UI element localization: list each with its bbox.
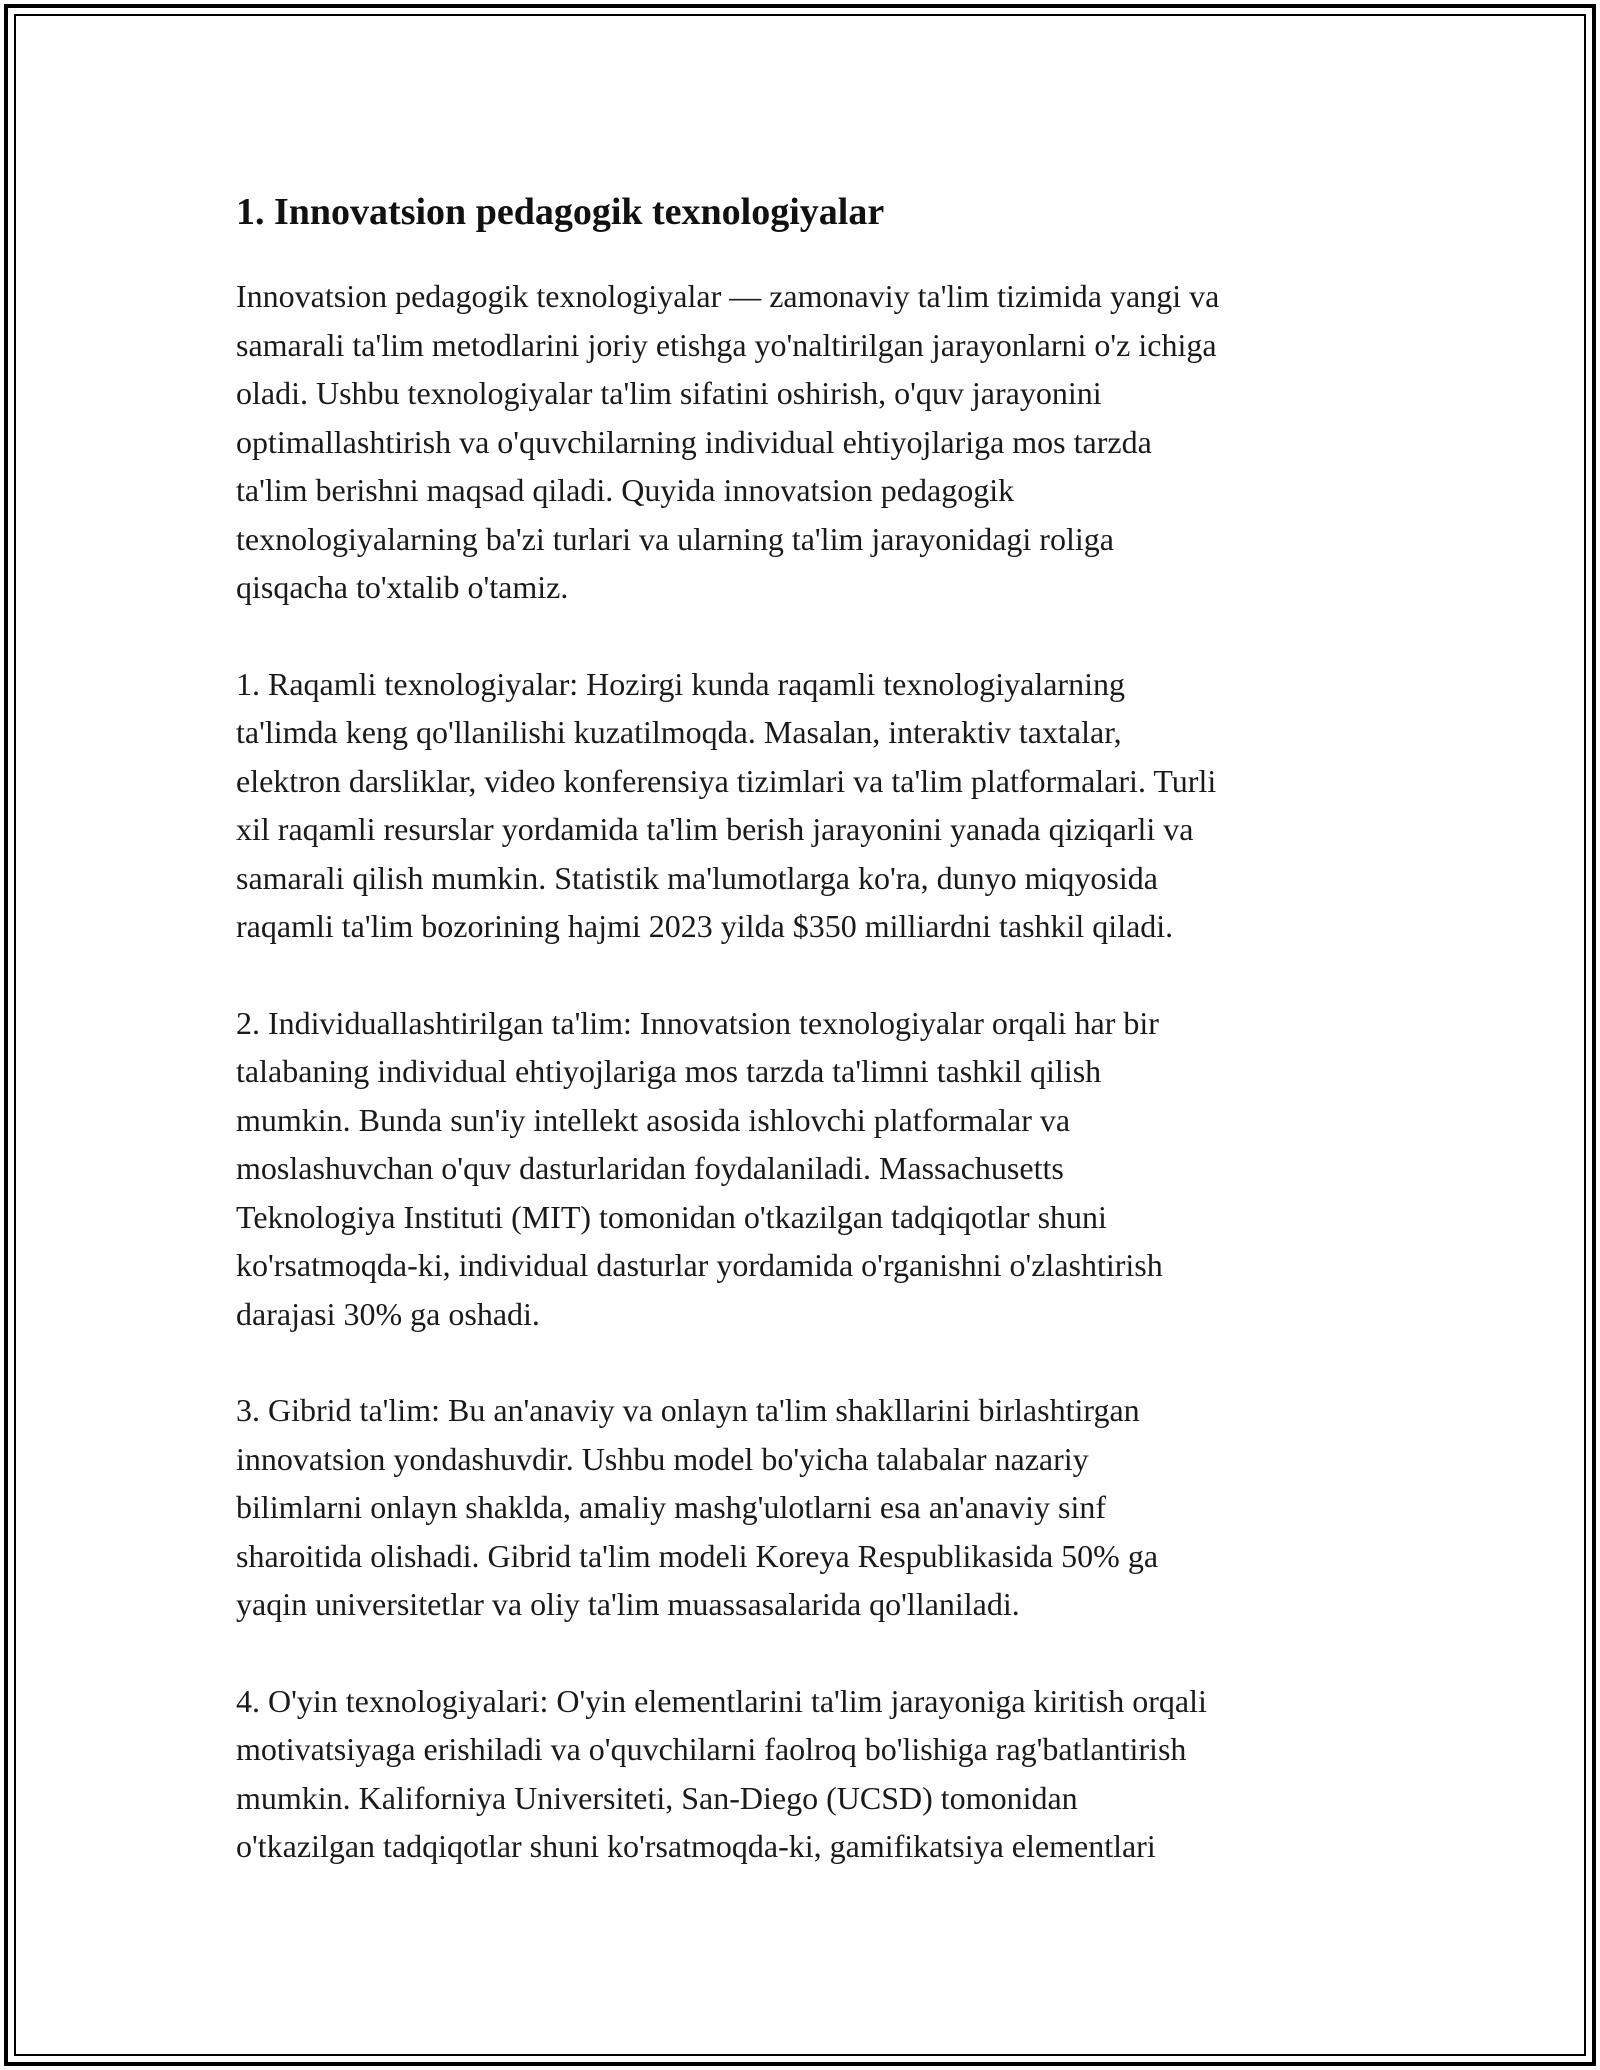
paragraph-hybrid-learning (236, 1386, 1366, 1629)
text-line: qisqacha to'xtalib o'tamiz. (236, 569, 569, 605)
text-line: 1. Raqamli texnologiyalar: Hozirgi kunda raqamli texnologiyalarning (236, 665, 1125, 702)
text-line: bilimlarni onlayn shaklda, amaliy mashg'ulotlarni esa an'anaviy sinf (236, 1489, 1106, 1525)
text-line: o'tkazilgan tadqiqotlar shuni ko'rsatmoqda-ki, gamifikatsiya elementlari (236, 1828, 1156, 1864)
text-line: Teknologiya Instituti (MIT) tomonidan o'tkazilgan tadqiqotlar shuni (236, 1198, 1107, 1235)
text-line: Innovatsion pedagogik texnologiyalar — zamonaviy ta'lim tizimida yangi va (236, 278, 1220, 314)
text-line: ta'lim berishni maqsad qiladi. Quyida innovatsion pedagogik (236, 472, 1015, 508)
text-line: ta'limda keng qo'llanilishi kuzatilmoqda. Masalan, interaktiv taxtalar, (236, 714, 1122, 750)
text-line: sharoitida olishadi. Gibrid ta'lim modeli Koreya Respublikasida 50% ga (236, 1537, 1159, 1574)
text-line: 3. Gibrid ta'lim: Bu an'anaviy va onlayn ta'lim shakllarini birlashtirgan (236, 1392, 1140, 1428)
text-line: 2. Individuallashtirilgan ta'lim: Innovatsion texnologiyalar orqali har bir (236, 1004, 1159, 1041)
text-line: 4. O'yin texnologiyalari: O'yin elementlarini ta'lim jarayoniga kiritish orqali (236, 1682, 1207, 1719)
text-line: samarali ta'lim metodlarini joriy etishga yo'naltirilgan jarayonlarni o'z ichiga (236, 326, 1217, 363)
text-line: oladi. Ushbu texnologiyalar ta'lim sifatini oshirish, o'quv jarayonini (236, 375, 1102, 411)
text-line: texnologiyalarning ba'zi turlari va ularning ta'lim jarayonidagi roliga (236, 520, 1114, 557)
text-line: mumkin. Kaliforniya Universiteti, San-Diego (UCSD) tomonidan (236, 1779, 1078, 1816)
text-line: samarali qilish mumkin. Statistik ma'lumotlarga ko'ra, dunyo miqyosida (236, 859, 1158, 896)
document-body (236, 186, 1366, 1871)
text-line: xil raqamli resurslar yordamida ta'lim berish jarayonini yanada qiziqarli va (236, 811, 1194, 847)
paragraph-game-technologies (236, 1677, 1366, 1871)
text-line: moslashuvchan o'quv dasturlaridan foydalaniladi. Massachusetts (236, 1150, 1064, 1186)
text-line: talabaning individual ehtiyojlariga mos tarzda ta'limni tashkil qilish (236, 1053, 1102, 1089)
text-line: optimallashtirish va o'quvchilarning individual ehtiyojlariga mos tarzda (236, 423, 1152, 460)
text-line: yaqin universitetlar va oliy ta'lim muassasalarida qo'llaniladi. (236, 1586, 1020, 1622)
intro-paragraph (236, 272, 1366, 612)
section-title: 1. Innovatsion pedagogik texnologiyalar (236, 191, 885, 233)
text-line: motivatsiyaga erishiladi va o'quvchilarni faolroq bo'lishiga rag'batlantirish (236, 1731, 1187, 1767)
text-line: raqamli ta'lim bozorining hajmi 2023 yilda $350 milliardni tashkil qiladi. (236, 908, 1174, 944)
text-line: ko'rsatmoqda-ki, individual dasturlar yordamida o'rganishni o'zlashtirish (236, 1247, 1163, 1283)
text-line: darajasi 30% ga oshadi. (236, 1295, 540, 1332)
paragraph-individualized-learning (236, 999, 1366, 1339)
paragraph-digital-technologies (236, 660, 1366, 951)
text-line: innovatsion yondashuvdir. Ushbu model bo'yicha talabalar nazariy (236, 1440, 1089, 1477)
text-line: elektron darsliklar, video konferensiya tizimlari va ta'lim platformalari. Turli (236, 762, 1217, 799)
text-line: mumkin. Bunda sun'iy intellekt asosida ishlovchi platformalar va (236, 1101, 1071, 1138)
